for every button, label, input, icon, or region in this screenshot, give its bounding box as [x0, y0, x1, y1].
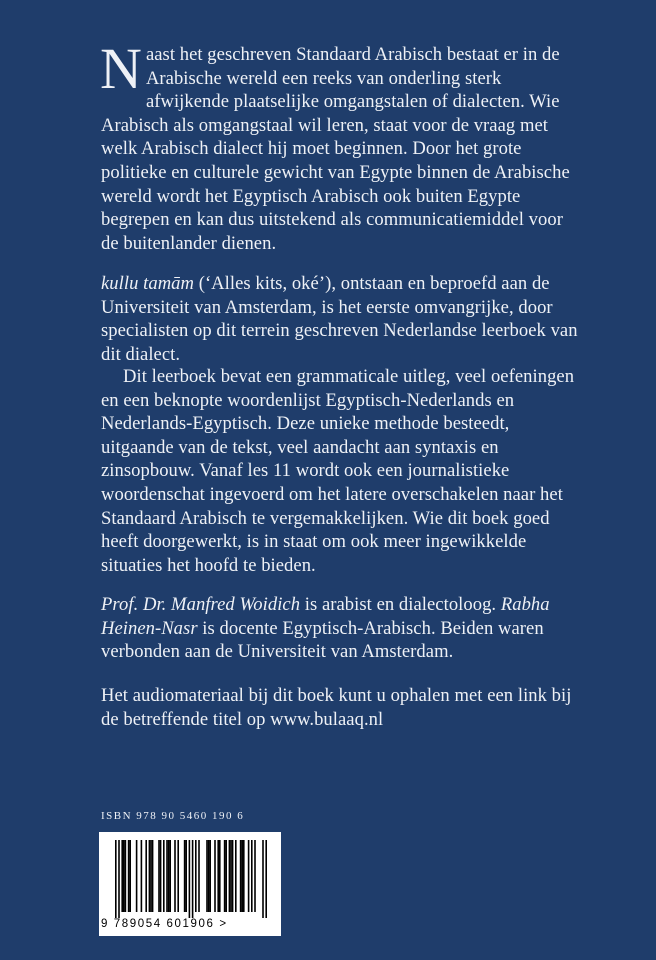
barcode-bar — [209, 840, 211, 912]
barcode-bar — [163, 840, 165, 912]
barcode-bar — [169, 840, 171, 912]
barcode-bar — [217, 840, 219, 912]
barcode-bar — [150, 840, 152, 912]
barcode-bar — [149, 840, 151, 912]
intro-text: aast het geschreven Standaard Arabisch bestaat er in de Arabische wereld een reeks van onderling sterk afwijkende plaatselijke omgangstalen of dialecten. Wie Arabisch als omgangstaal wil leren, staat voor de vraag met welk Arabisch dialect hij moet beginnen. Door het grote politieke en culturele gewicht van Egypte binnen de Arabische wereld wordt het Egyptisch Arabisch ook buiten Egypte begrepen en kan dus uitstekend als communicatiemiddel voor de buitenlander dienen. — [101, 44, 570, 254]
barcode-bar — [125, 840, 127, 912]
barcode-bar — [160, 840, 162, 912]
barcode-bar — [166, 840, 168, 912]
contents-text: Dit leerboek bevat een grammaticale uitleg, veel oefeningen en een beknopte woordenlijst Egyptisch-Nederlands en Nederlands-Egyptisch. Deze unieke methode besteedt, uitgaande van de tekst, veel aandacht aan syntaxis en zinsopbouw. Vanaf les 11 wordt ook een journalistieke woordenschat ingevoerd om het latere overschakelen naar het Standaard Arabisch te vergemakkelijken. Wie dit boek goed heeft doorgewerkt, is in staat om ook meer ingewikkelde situaties het hoofd te bieden. — [101, 366, 575, 576]
barcode-bar — [254, 840, 256, 912]
barcode-bar — [208, 840, 210, 912]
isbn-label: ISBN 978 90 5460 190 6 — [101, 810, 245, 822]
barcode-bar — [225, 840, 227, 912]
barcode-bar — [192, 840, 194, 918]
barcode-bar — [198, 840, 200, 912]
barcode-digits: 9 789054 601906 > — [101, 918, 228, 930]
author-1: Prof. Dr. Manfred Woidich — [101, 594, 301, 615]
barcode-bar — [195, 840, 197, 912]
audio-text: Het audiomateriaal bij dit boek kunt u ophalen met een link bij de betreffende titel op www.bulaaq.nl — [101, 685, 572, 730]
barcode-bar — [145, 840, 147, 912]
barcode-bar — [152, 840, 154, 912]
barcode-bar — [251, 840, 253, 912]
authors-text-end: is docente Egyptisch-Arabisch. Beiden waren verbonden aan de Universiteit van Amsterdam. — [101, 617, 544, 663]
barcode-bar — [174, 840, 176, 912]
barcode-bar — [168, 840, 170, 912]
audio-paragraph — [101, 684, 581, 731]
barcode-bar — [219, 840, 221, 912]
author-2: Rabha Heinen-Nasr — [101, 594, 550, 639]
barcode-bar — [248, 840, 250, 912]
barcode-bar — [243, 840, 245, 912]
barcode-bar — [158, 840, 160, 912]
authors-paragraph — [101, 593, 581, 664]
contents-paragraph — [101, 365, 581, 577]
intro-paragraph — [100, 36, 581, 255]
barcode-bar — [206, 840, 208, 912]
barcode-bar — [177, 840, 179, 912]
barcode-bar — [184, 840, 186, 912]
barcode-bar — [240, 840, 242, 912]
barcode-bars — [107, 840, 273, 918]
barcode-bar — [214, 840, 216, 912]
barcode-bar — [118, 840, 120, 918]
title-paragraph-text: (‘Alles kits, oké’), ontstaan en beproefd aan de Universiteit van Amsterdam, is het eerste omvangrijke, door specialisten op dit terrein geschreven Nederlandse leerboek van dit dialect. — [101, 273, 578, 365]
barcode-bar — [265, 840, 267, 918]
barcode-bar — [129, 840, 131, 912]
drop-cap: N — [100, 36, 142, 101]
authors-text-mid: is arabist en dialectoloog. — [300, 594, 501, 615]
barcode-bar — [232, 840, 234, 912]
barcode-bar — [230, 840, 232, 912]
barcode-bar — [121, 840, 123, 912]
barcode-bar — [128, 840, 130, 912]
barcode-bar — [224, 840, 226, 912]
barcode-bar — [136, 840, 138, 912]
book-title: kullu tamām — [101, 273, 194, 294]
barcode-bar — [262, 840, 264, 918]
barcode-bar — [115, 840, 117, 918]
barcode-bar — [123, 840, 125, 912]
barcode-bar — [229, 840, 231, 912]
barcode-bar — [235, 840, 237, 912]
barcode — [99, 832, 281, 936]
barcode-bar — [189, 840, 191, 918]
barcode-bar — [185, 840, 187, 912]
title-paragraph — [101, 272, 581, 366]
barcode-bar — [141, 840, 143, 912]
barcode-bar — [241, 840, 243, 912]
